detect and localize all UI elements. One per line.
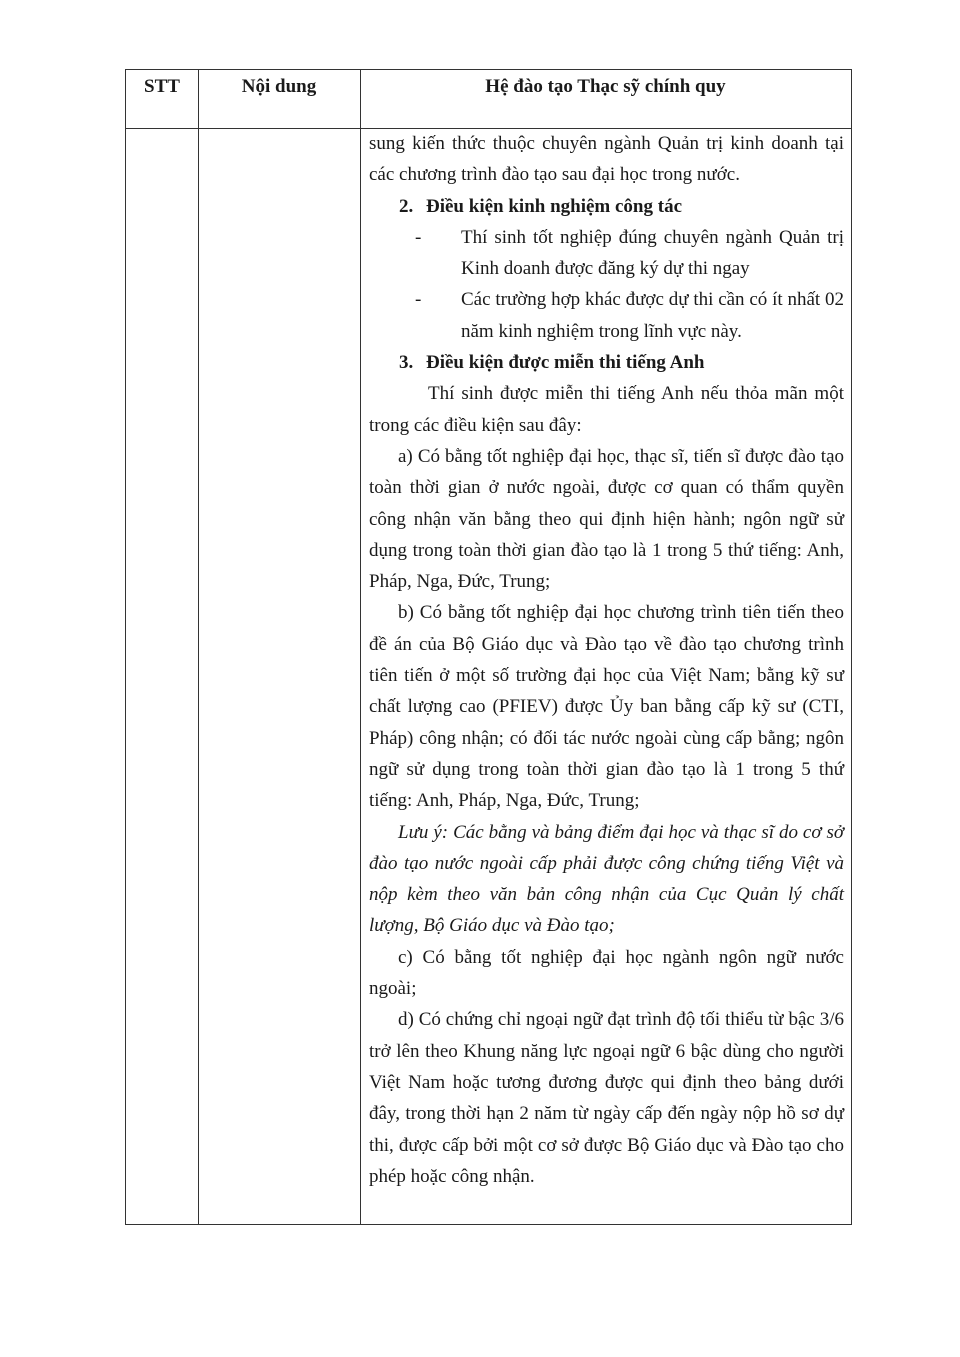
list-item-text: Thí sinh tốt nghiệp đúng chuyên ngành Quản trị Kinh doanh được đăng ký dự thi ngay	[461, 226, 844, 280]
header-stt: STT	[144, 76, 180, 97]
bullet-dash: -	[415, 226, 422, 248]
section-3-intro: Thí sinh được miễn thi tiếng Anh nếu thỏa mãn một trong các điều kiện sau đây:	[369, 383, 844, 436]
condition-a: a) Có bằng tốt nghiệp đại học, thạc sĩ, tiến sĩ được đào tạo toàn thời gian ở nước ngoài, được cơ quan có thẩm quyền công nhận văn bằng theo qui định hiện hành; ngôn ngữ sử dụng trong toàn thời gian đào tạo là 1 trong 5 thứ tiếng: Anh, Pháp, Nga, Đức, Trung;	[369, 445, 844, 593]
section-2-title: Điều kiện kinh nghiệm công tác	[426, 195, 683, 217]
header-he-dao-tao: Hệ đào tạo Thạc sỹ chính quy	[485, 76, 726, 97]
section-3-title: Điều kiện được miễn thi tiếng Anh	[426, 352, 705, 374]
section-3-number: 3.	[399, 352, 414, 374]
section-3-heading	[369, 347, 844, 378]
continuation-paragraph: sung kiến thức thuộc chuyên ngành Quản trị kinh doanh tại các chương trình đào tạo sau đại học trong nước.	[369, 133, 844, 186]
condition-c: c) Có bằng tốt nghiệp đại học ngành ngôn ngữ nước ngoài;	[369, 946, 844, 1000]
content-cell	[369, 128, 844, 1192]
section-2-number: 2.	[399, 195, 414, 217]
condition-d: d) Có chứng chỉ ngoại ngữ đạt trình độ tối thiểu từ bậc 3/6 trở lên theo Khung năng lực ngoại ngữ 6 bậc dùng cho người Việt Nam hoặc tương đương được qui định theo bảng dưới đây, trong thời hạn 2 năm từ ngày cấp đến ngày nộp hồ sơ dự thi, được cấp bởi một cơ sở được Bộ Giáo dục và Đào tạo cho phép hoặc công nhận.	[369, 1009, 844, 1187]
bullet-dash: -	[415, 289, 422, 311]
list-item	[369, 284, 844, 347]
condition-b: b) Có bằng tốt nghiệp đại học chương trình tiên tiến theo đề án của Bộ Giáo dục và Đào tạo về đào tạo chương trình tiên tiến ở một số trường đại học của Việt Nam; bằng kỹ sư chất lượng cao (PFIEV) được Ủy ban bằng cấp kỹ sư (CTI, Pháp) công nhận; có đối tác nước ngoài cùng cấp bằng; ngôn ngữ sử dụng trong toàn thời gian đào tạo là 1 trong 5 thứ tiếng: Anh, Pháp, Nga, Đức, Trung;	[369, 602, 844, 812]
column-divider	[360, 70, 361, 1224]
admission-table	[125, 69, 852, 1225]
header-noi-dung: Nội dung	[241, 76, 317, 97]
column-divider	[198, 70, 199, 1224]
section-2-heading	[369, 191, 844, 222]
note-paragraph: Lưu ý: Các bằng và bảng điểm đại học và thạc sĩ do cơ sở đào tạo nước ngoài cấp phải được công chứng tiếng Việt và nộp kèm theo văn bản công nhận của Cục Quản lý chất lượng, Bộ Giáo dục và Đào tạo;	[369, 821, 844, 937]
list-item-text: Các trường hợp khác được dự thi cần có ít nhất 02 năm kinh nghiệm trong lĩnh vực này.	[461, 289, 844, 342]
list-item	[369, 222, 844, 285]
